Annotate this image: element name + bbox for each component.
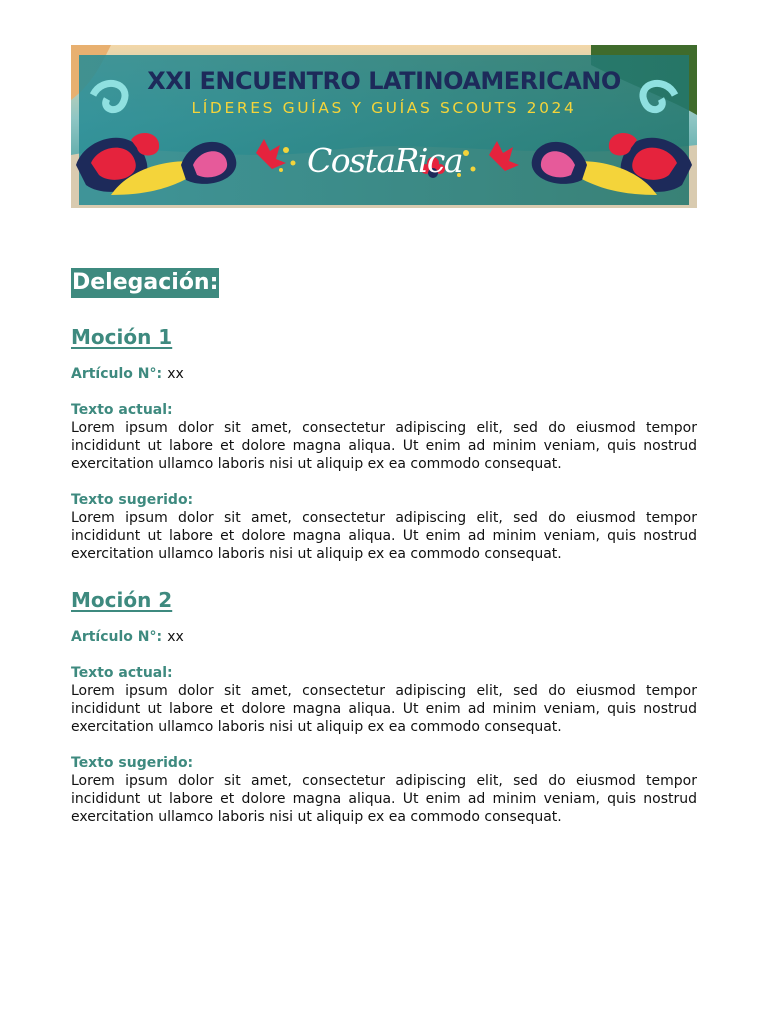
texto-actual-label: Texto actual:	[71, 402, 173, 418]
banner-country-logo: CostaRica	[307, 141, 463, 180]
articulo-value: xx	[167, 366, 184, 382]
delegacion-heading: Delegación:	[71, 268, 219, 298]
banner-subtitle: LÍDERES GUÍAS Y GUÍAS SCOUTS 2024	[191, 99, 577, 117]
mocion-1-articulo	[71, 364, 697, 383]
mocion-1-title: Moción 1	[71, 325, 173, 349]
mocion-2-title: Moción 2	[71, 588, 173, 612]
texto-actual-label: Texto actual:	[71, 665, 173, 681]
texto-actual-paragraph: Lorem ipsum dolor sit amet, consectetur adipiscing elit, sed do eiusmod tempor incididunt ut labore et dolore magna aliqua. Ut enim ad minim veniam, quis nostrud exercitation ullamco laboris nisi ut aliquip ex ea commodo consequat.	[71, 683, 697, 735]
texto-sugerido-label: Texto sugerido:	[71, 492, 194, 508]
banner-title	[71, 67, 697, 95]
event-banner	[71, 45, 697, 208]
delegacion-row	[71, 268, 697, 298]
mocion-2-articulo	[71, 627, 697, 646]
texto-sugerido-paragraph: Lorem ipsum dolor sit amet, consectetur adipiscing elit, sed do eiusmod tempor incididunt ut labore et dolore magna aliqua. Ut enim ad minim veniam, quis nostrud exercitation ullamco laboris nisi ut aliquip ex ea commodo consequat.	[71, 510, 697, 562]
texto-sugerido-label: Texto sugerido:	[71, 755, 194, 771]
articulo-label: Artículo N°:	[71, 366, 163, 382]
articulo-label: Artículo N°:	[71, 629, 163, 645]
texto-sugerido-paragraph: Lorem ipsum dolor sit amet, consectetur adipiscing elit, sed do eiusmod tempor incididunt ut labore et dolore magna aliqua. Ut enim ad minim veniam, quis nostrud exercitation ullamco laboris nisi ut aliquip ex ea commodo consequat.	[71, 773, 697, 825]
articulo-value: xx	[167, 629, 184, 645]
texto-actual-paragraph: Lorem ipsum dolor sit amet, consectetur adipiscing elit, sed do eiusmod tempor incididunt ut labore et dolore magna aliqua. Ut enim ad minim veniam, quis nostrud exercitation ullamco laboris nisi ut aliquip ex ea commodo consequat.	[71, 420, 697, 472]
banner-edition: XXI	[147, 67, 192, 95]
document-body	[71, 268, 697, 826]
banner-title-text: ENCUENTRO LATINOAMERICANO	[199, 67, 621, 95]
